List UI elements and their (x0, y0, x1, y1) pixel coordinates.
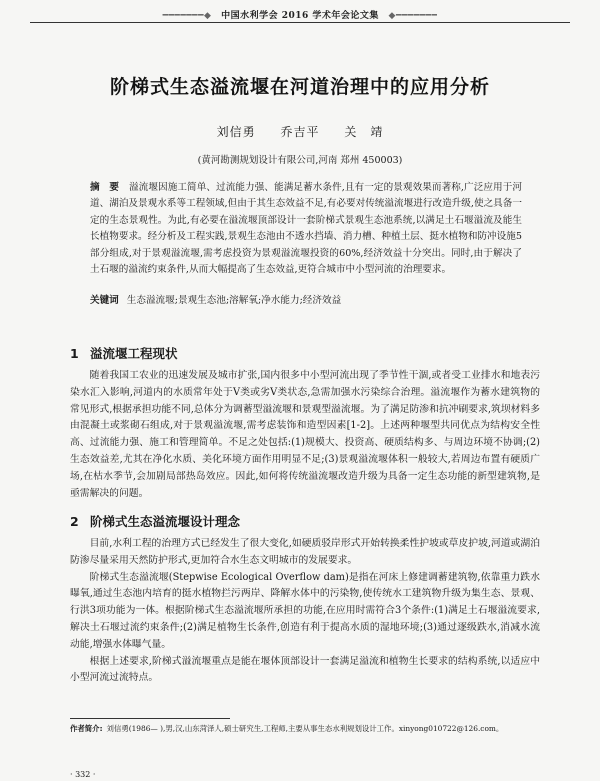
header-ornament-right: ◆━━━━━━━ (388, 11, 438, 21)
keywords-text: 生态溢流堰;景观生态池;溶解氧;净水能力;经济效益 (126, 295, 342, 306)
header-divider (30, 22, 570, 23)
section-heading (70, 512, 240, 530)
paper-title: 阶梯式生态溢流堰在河道治理中的应用分析 (109, 76, 490, 98)
abstract (90, 180, 522, 278)
running-header (0, 8, 600, 21)
keywords-label: 关键词 (90, 295, 119, 306)
affiliation: (黄河勘测规划设计有限公司,河南 郑州 450003) (197, 155, 403, 166)
body-paragraph: 目前,水利工程的治理方式已经发生了很大变化,如硬质驳岸形式开始转换柔性护坡或草皮护坡,河道或湖泊防渗尽量采用天然防护形式,更加符合水生态文明城市的发展要求。 (70, 538, 540, 566)
section-body (70, 536, 540, 687)
body-paragraph: 根据上述要求,阶梯式溢流堰重点是能在堰体顶部设计一套满足溢流和植物生长要求的结构系统,以适应中小型河流过流特点。 (70, 655, 540, 684)
section-number: 1 (70, 346, 79, 361)
author-name: 刘信勇 (216, 125, 256, 139)
section-number: 2 (70, 514, 79, 529)
author-footnote (70, 722, 540, 735)
abstract-label: 摘 要 (90, 182, 120, 193)
footnote-label: 作者简介: (70, 724, 103, 733)
section-body (70, 368, 540, 502)
page-number: · 332 · (70, 770, 96, 779)
body-paragraph: 随着我国工农业的迅速发展及城市扩张,国内很多中小型河流出现了季节性干涸,或者受工业排水和地表污染水汇入影响,河道内的水质常年处于Ⅴ类或劣Ⅴ类状态,急需加强水污染综合治理。溢流堰作为蓄水建筑物的常见形式,根据承担功能不同,总体分为调蓄型溢流堰和景观型溢流堰。为了满足防渗和抗冲刷要求,筑坝材料多由混凝土或浆砌石组成,对于景观溢流堰,需考虑装饰和造型因素[1-2]。上述两种堰型共同优点为结构安全性高、过流能力强、施工和管理简单。不足之处包括:(1)规模大、投资高、硬质结构多、与周边环境不协调;(2)生态效益差,尤其在净化水质、美化环境方面作用明显不足;(3)景观溢流堰体积一般较大,若周边布置有硬质广场,在枯水季节,会加剧局部热岛效应。因此,如何将传统溢流堰改造升级为具备一定生态功能的新型建筑物,是亟需解决的问题。 (70, 370, 540, 499)
footnote-divider (70, 718, 230, 719)
abstract-text: 溢流堰因施工简单、过流能力强、能满足蓄水条件,且有一定的景观效果而著称,广泛应用于河道、湖泊及景观水系等工程领域,但由于其生态效益不足,有必要对传统溢流堰进行改造升级,使之具备一定的生态景观性。为此,有必要在溢流堰顶部设计一套阶梯式景观生态池系统,以满足土石堰溢流及能生长植物要求。经分析及工程实践,景观生态池由不透水挡墙、消力槽、种植土层、挺水植物和防冲设施5部分组成,对于景观溢流堰,需考虑投资为景观溢流堰投资的60%,经济效益十分突出。同时,由于解决了土石堰的溢流约束条件,从而大幅提高了生态效益,更符合城市中小型河流的治理要求。 (90, 182, 522, 276)
keywords (90, 294, 522, 308)
running-title: 中国水利学会 2016 学术年会论文集 (221, 11, 379, 21)
body-paragraph: 阶梯式生态溢流堰(Stepwise Ecological Overflow dam)是指在河床上修建调蓄建筑物,依靠重力跌水曝氧,通过生态池内培育的挺水植物拦污两岸、降解水体中的污染物,使传统水工建筑物升级为集生态、景观、行洪3项功能为一体。根据阶梯式生态溢流堰所承担的功能,在应用时需符合3个条件:(1)满足土石堰溢流要求,解决土石堰过流约束条件;(2)满足植物生长条件,创造有利于提高水质的湿地环境;(3)通过逐级跌水,消减水流动能,增强水体曝气量。 (70, 571, 540, 650)
section-title: 阶梯式生态溢流堰设计理念 (90, 514, 241, 529)
author-list (0, 123, 600, 140)
section-heading (70, 344, 178, 362)
header-ornament-left: ━━━━━━━◆ (162, 11, 212, 21)
author-name: 关 靖 (344, 125, 384, 139)
author-name: 乔吉平 (280, 125, 320, 139)
footnote-text: 刘信勇(1986— ),男,汉,山东菏泽人,硕士研究生,工程师,主要从事生态水利规划设计工作。xinyong010722@126.com。 (106, 724, 504, 733)
section-title: 溢流堰工程现状 (90, 346, 178, 361)
